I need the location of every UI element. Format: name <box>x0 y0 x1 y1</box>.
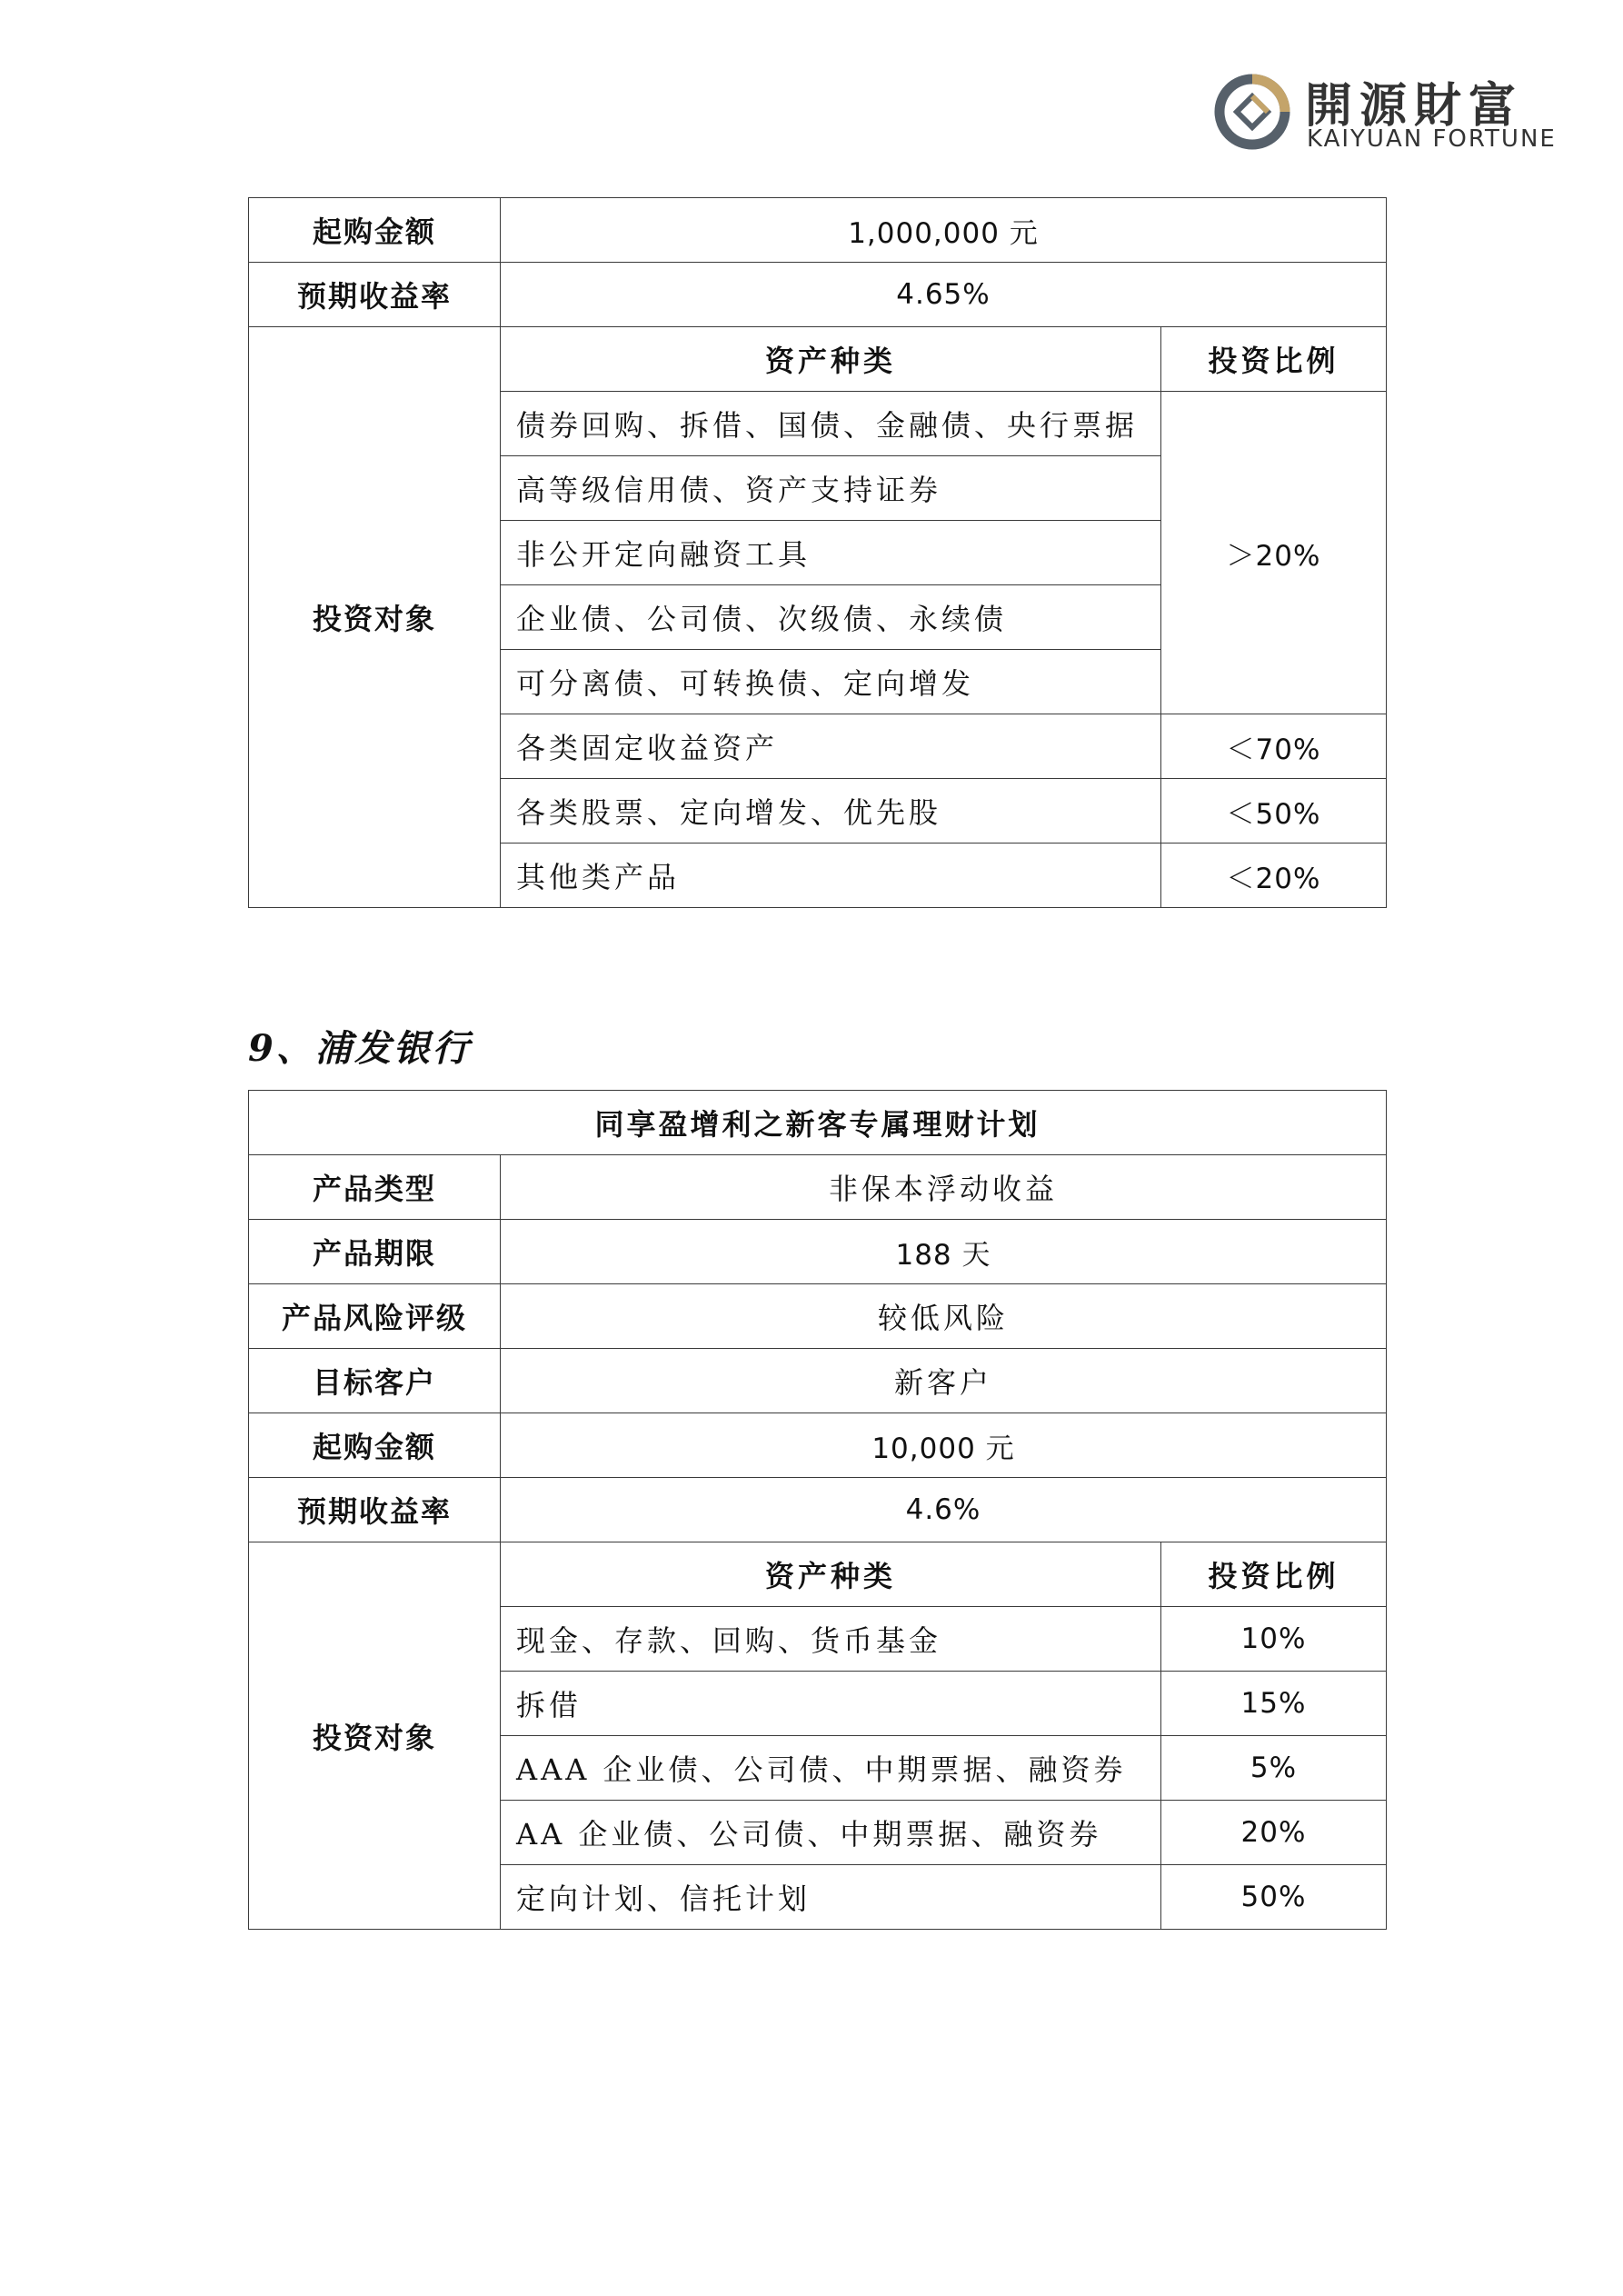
investment-ratio-header: 投资比例 <box>1161 327 1387 392</box>
asset-type-cell: 可分离债、可转换债、定向增发 <box>501 650 1161 714</box>
investment-ratio-cell: ＜70% <box>1161 714 1387 779</box>
investment-ratio-header: 投资比例 <box>1161 1542 1387 1607</box>
logo-english-name: KAIYUAN FORTUNE <box>1307 125 1557 153</box>
investment-ratio-cell: ＞20% <box>1161 392 1387 714</box>
product-term-value: 188 天 <box>501 1220 1387 1284</box>
product-table-previous <box>248 197 1387 908</box>
investment-target-label: 投资对象 <box>249 327 501 908</box>
table-row <box>249 1413 1387 1478</box>
table-row <box>249 198 1387 263</box>
min-purchase-value: 10,000 元 <box>501 1413 1387 1478</box>
asset-type-cell: AAA 企业债、公司债、中期票据、融资券 <box>501 1736 1161 1801</box>
product-term-label: 产品期限 <box>249 1220 501 1284</box>
asset-type-cell: 高等级信用债、资产支持证券 <box>501 456 1161 521</box>
asset-type-cell: 拆借 <box>501 1672 1161 1736</box>
table-row <box>249 1478 1387 1542</box>
investment-ratio-cell: 15% <box>1161 1672 1387 1736</box>
asset-type-cell: 定向计划、信托计划 <box>501 1865 1161 1930</box>
min-purchase-value: 1,000,000 元 <box>501 198 1387 263</box>
table-row <box>249 327 1387 392</box>
risk-rating-label: 产品风险评级 <box>249 1284 501 1349</box>
expected-yield-value: 4.65% <box>501 263 1387 327</box>
asset-type-header: 资产种类 <box>501 327 1161 392</box>
product-title: 同享盈增利之新客专属理财计划 <box>249 1091 1387 1155</box>
expected-yield-label: 预期收益率 <box>249 1478 501 1542</box>
asset-type-cell: AA 企业债、公司债、中期票据、融资券 <box>501 1801 1161 1865</box>
expected-yield-label: 预期收益率 <box>249 263 501 327</box>
table-row <box>249 1220 1387 1284</box>
asset-type-cell: 企业债、公司债、次级债、永续债 <box>501 585 1161 650</box>
product-table-spdb <box>248 1090 1387 1930</box>
asset-type-cell: 非公开定向融资工具 <box>501 521 1161 585</box>
risk-rating-value: 较低风险 <box>501 1284 1387 1349</box>
table-row <box>249 1542 1387 1607</box>
investment-ratio-cell: ＜50% <box>1161 779 1387 844</box>
product-type-value: 非保本浮动收益 <box>501 1155 1387 1220</box>
target-customer-label: 目标客户 <box>249 1349 501 1413</box>
table-row <box>249 1349 1387 1413</box>
expected-yield-value: 4.6% <box>501 1478 1387 1542</box>
asset-type-cell: 现金、存款、回购、货币基金 <box>501 1607 1161 1672</box>
asset-type-header: 资产种类 <box>501 1542 1161 1607</box>
investment-ratio-cell: ＜20% <box>1161 844 1387 908</box>
logo-chinese-name: 開源財富 <box>1305 79 1524 134</box>
asset-type-cell: 各类固定收益资产 <box>501 714 1161 779</box>
section-heading: 9、浦发银行 <box>248 1027 472 1070</box>
min-purchase-label: 起购金额 <box>249 198 501 263</box>
investment-ratio-cell: 5% <box>1161 1736 1387 1801</box>
table-row <box>249 263 1387 327</box>
asset-type-cell: 债券回购、拆借、国债、金融债、央行票据 <box>501 392 1161 456</box>
investment-ratio-cell: 50% <box>1161 1865 1387 1930</box>
investment-target-label: 投资对象 <box>249 1542 501 1930</box>
table-row <box>249 1155 1387 1220</box>
investment-ratio-cell: 20% <box>1161 1801 1387 1865</box>
asset-type-cell: 其他类产品 <box>501 844 1161 908</box>
company-logo <box>1213 67 1577 158</box>
kaiyuan-logo-icon <box>1213 73 1291 151</box>
min-purchase-label: 起购金额 <box>249 1413 501 1478</box>
asset-type-cell: 各类股票、定向增发、优先股 <box>501 779 1161 844</box>
investment-ratio-cell: 10% <box>1161 1607 1387 1672</box>
table-row <box>249 1091 1387 1155</box>
table-row <box>249 1284 1387 1349</box>
target-customer-value: 新客户 <box>501 1349 1387 1413</box>
product-type-label: 产品类型 <box>249 1155 501 1220</box>
